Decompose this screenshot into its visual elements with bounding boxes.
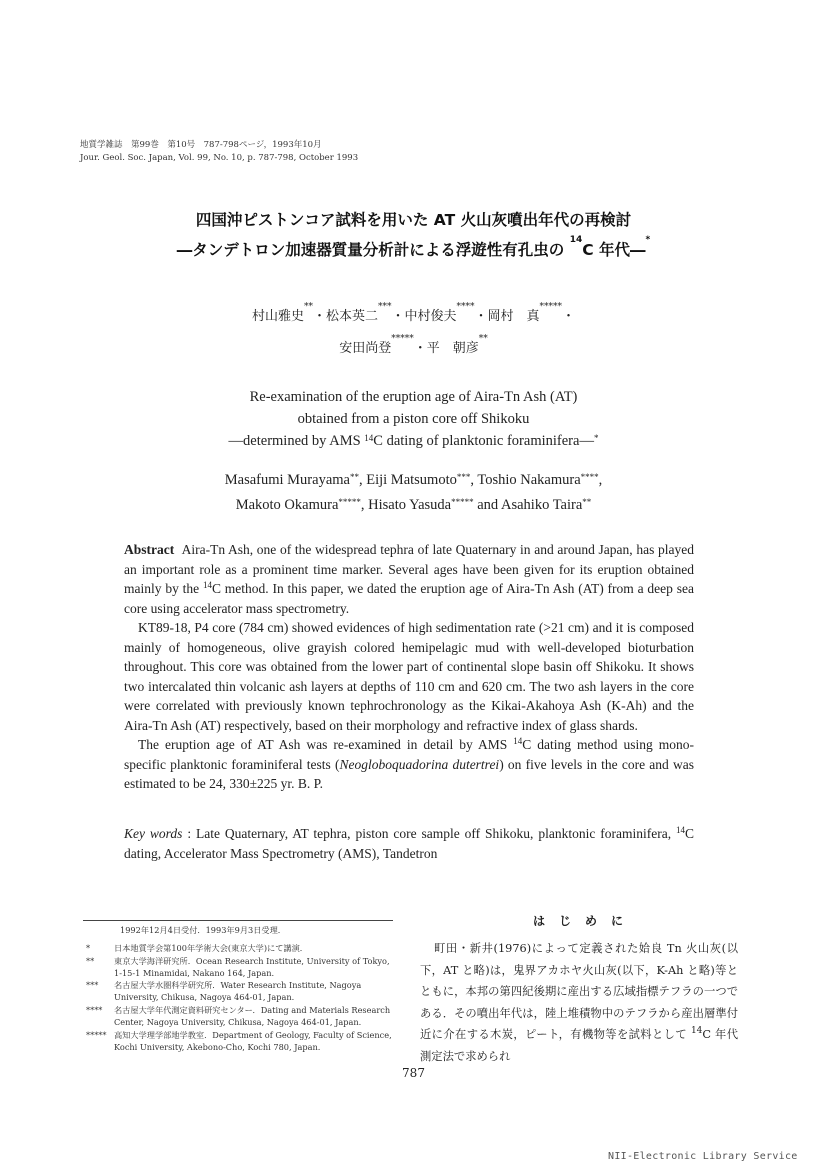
jp-author: ・岡村 真 xyxy=(474,309,540,324)
footnote xyxy=(86,956,396,979)
jp-title-line2 xyxy=(0,235,827,260)
en-title-sup: 14 xyxy=(364,433,374,443)
abstract-p1-text: Aira-Tn Ash, one of the widespread tephra of late Quaternary in and around Japan, has played an important role as a prominent time marker. Several ages have been given for its eruption obtained mainly by the xyxy=(124,542,694,596)
en-title-line3-text: —determined by AMS xyxy=(228,433,365,449)
en-authors-line2 xyxy=(0,494,827,516)
journal-header-jp: 地質学雑誌 第99巻 第10号 787-798ページ，1993年10月 xyxy=(80,140,322,150)
en-author-mark: ***** xyxy=(338,497,361,507)
footnote-rule xyxy=(83,920,393,921)
footnote-mark: ** xyxy=(86,956,95,966)
keywords xyxy=(124,824,694,863)
abstract-p3 xyxy=(124,735,694,794)
footnote-text: 名古屋大学水圏科学研究所．Water Research Institute, Nagoya University, Chikusa, Nagoya 464-01, Japan. xyxy=(114,980,362,1002)
received-date: 1992年12月4日受付．1993年9月3日受理． xyxy=(120,925,286,935)
en-author: and Asahiko Taira xyxy=(473,497,583,513)
en-author: Makoto Okamura xyxy=(235,497,339,513)
intro-text: 町田・新井(1976)によって定義された姶良 Tn 火山灰(以下，AT と略)は，鬼界アカホヤ火山灰(以下，K-Ah と略)等とともに，本邦の第四紀後期に産出する広域指標テフラの一つである．その噴出年代は，陸上堆積物中のテフラから産出層準付近に介在する木炭，ピート，有機物等を試料として xyxy=(420,942,738,1041)
library-footer: NII-Electronic Library Service xyxy=(608,1151,798,1162)
en-authors-line1 xyxy=(0,469,827,491)
intro-sup: 14 xyxy=(690,1026,703,1036)
en-title-line3 xyxy=(0,430,827,452)
jp-title-line2-text: ―タンデトロン加速器質量分析計による浮遊性有孔虫の xyxy=(176,241,570,259)
jp-author-mark: ***** xyxy=(539,302,563,312)
en-title-line3-end: C dating of planktonic foraminifera— xyxy=(373,433,594,449)
jp-author: ・平 朝彦 xyxy=(413,341,479,356)
en-title-line2: obtained from a piston core off Shikoku xyxy=(297,411,530,427)
intro-text-end: C 年代測定法で求められ xyxy=(420,1028,738,1063)
en-author-mark: ** xyxy=(349,472,359,482)
en-author-mark: ** xyxy=(582,497,592,507)
abstract-label: Abstract xyxy=(124,542,175,557)
abstract-p3-sup: 14 xyxy=(513,736,523,746)
jp-author-mark: ***** xyxy=(391,334,414,344)
en-title-mark: * xyxy=(593,433,599,443)
en-author-mark: *** xyxy=(456,472,471,482)
jp-title-sup: 14 xyxy=(569,235,583,245)
jp-author-mark: ** xyxy=(303,302,313,312)
jp-author-mark: **** xyxy=(456,302,475,312)
jp-author-sep: ・ xyxy=(562,309,576,324)
abstract-p3-end: ) on five levels in the core and was estimated to be 24, 330±225 yr. B. P. xyxy=(124,756,694,791)
en-title xyxy=(0,386,827,452)
species-name: Neogloboquadorina dutertrei xyxy=(339,756,500,772)
keywords-text: : Late Quaternary, AT tephra, piston core sample off Shikoku, planktonic foraminifera, xyxy=(182,826,676,841)
footnote-mark: *** xyxy=(86,980,99,990)
jp-author: 安田尚登 xyxy=(339,341,392,356)
en-author: , Toshio Nakamura xyxy=(470,472,581,488)
abstract-p1-sup: 14 xyxy=(202,580,212,590)
footnote-text: 名古屋大学年代測定資料研究センター．Dating and Materials Research Center, Nagoya University, Chikusa, Nagoya 464-01, Japan. xyxy=(114,1005,391,1027)
en-author-mark: ***** xyxy=(451,497,474,507)
en-author: , Eiji Matsumoto xyxy=(358,472,457,488)
jp-author: ・松本英二 xyxy=(312,309,378,324)
jp-title-line2-end: C 年代― xyxy=(582,241,646,259)
en-author: Masafumi Murayama xyxy=(224,472,350,488)
footnote xyxy=(86,943,396,955)
footnote-text: 日本地質学会第100年学術大会(東京大学)にて講演． xyxy=(114,943,308,953)
jp-author: 村山雅史 xyxy=(251,309,304,324)
abstract-p1-end: C method. In this paper, we dated the eruption age of Aira-Tn Ash (AT) from a deep sea core using accelerator mass spectrometry. xyxy=(124,581,694,616)
keywords-label: Key words xyxy=(124,826,183,841)
abstract-p3-text: The eruption age of AT Ash was re-examined in detail by AMS xyxy=(138,737,514,752)
footnote xyxy=(86,1030,396,1053)
journal-header xyxy=(80,139,358,165)
footnote-mark: * xyxy=(86,943,91,953)
footnote-mark: **** xyxy=(86,1005,103,1015)
jp-author-mark: ** xyxy=(478,334,488,344)
jp-author-mark: *** xyxy=(377,302,392,312)
keywords-end: C dating, Accelerator Mass Spectrometry (AMS), Tandetron xyxy=(124,826,695,861)
en-author-sep: , xyxy=(598,472,603,488)
abstract-p2: KT89-18, P4 core (784 cm) showed evidences of high sedimentation rate (>21 cm) and it is composed mainly of homogeneous, olive grayish colored hemipelagic mud with well-developed bioturbation throughout. This core was obtained from the lower part of continental slope basin off Shikoku. It shows two intercalated thin volcanic ash layers at depths of 110 cm and 620 cm. The two ash layers in the core were correlated with previously known tephrochronology as the Kikai-Akahoya Ash (K-Ah) and the Aira-Tn Ash (AT) respectively, based on their morphology and refractive index of glass shards. xyxy=(124,620,694,733)
en-title-line1: Re-examination of the eruption age of Aira-Tn Ash (AT) xyxy=(249,389,578,405)
intro-heading: はじめに xyxy=(532,914,637,928)
keywords-sup: 14 xyxy=(676,825,685,835)
footnote-mark: ***** xyxy=(86,1030,107,1040)
footnote-text: 東京大学海洋研究所．Ocean Research Institute, University of Tokyo, 1-15-1 Minamidai, Nakano 164, Japan. xyxy=(114,956,390,978)
footnote xyxy=(86,1005,396,1028)
en-author: , Hisato Yasuda xyxy=(360,497,452,513)
footnote xyxy=(86,980,396,1003)
journal-header-en: Jour. Geol. Soc. Japan, Vol. 99, No. 10, p. 787-798, October 1993 xyxy=(80,153,359,163)
jp-author: ・中村俊夫 xyxy=(391,309,457,324)
jp-authors-line1 xyxy=(0,302,827,324)
en-author-mark: **** xyxy=(580,472,599,482)
jp-authors-line2 xyxy=(0,334,827,356)
intro-body xyxy=(420,938,738,1067)
abstract-p3-mid: C dating method using mono-specific planktonic foraminiferal tests ( xyxy=(124,737,694,772)
page-number: 787 xyxy=(402,1066,425,1080)
abstract-p1 xyxy=(124,540,694,618)
footnote-text: 高知大学理学部地学教室．Department of Geology, Faculty of Science, Kochi University, Akebono-Cho, Kochi 780, Japan. xyxy=(114,1030,392,1052)
jp-title-line1: 四国沖ピストンコア試料を用いた AT 火山灰噴出年代の再検討 xyxy=(195,211,632,229)
jp-title-mark: * xyxy=(645,235,651,245)
abstract xyxy=(124,540,694,794)
